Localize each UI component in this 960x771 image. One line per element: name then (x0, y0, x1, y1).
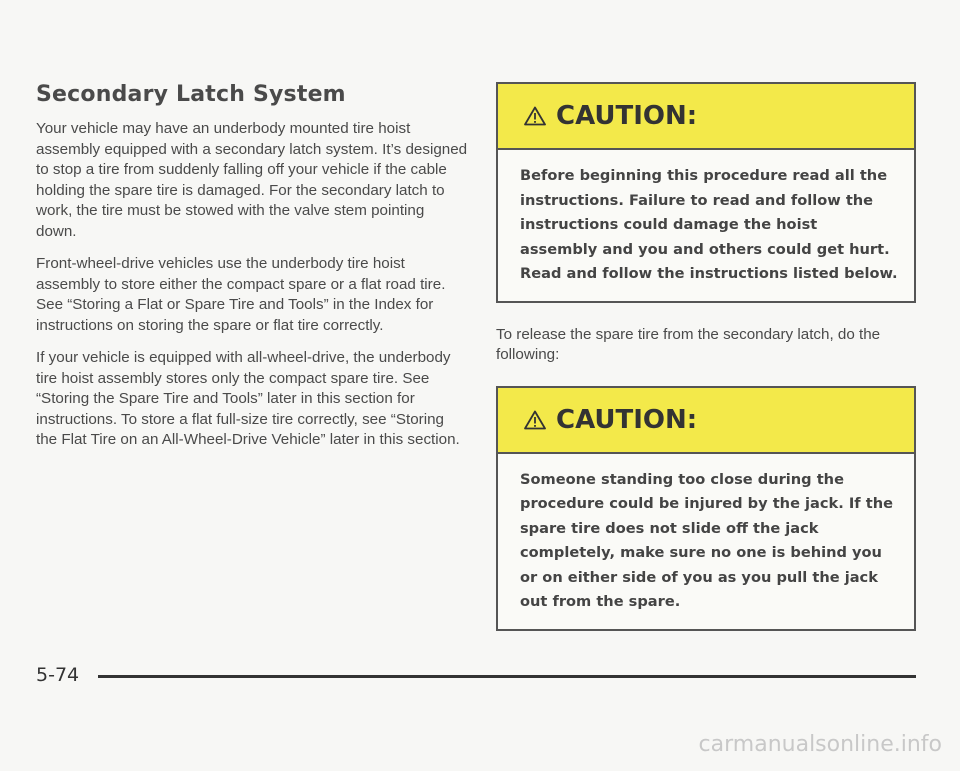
caution-header (498, 388, 914, 454)
right-column (496, 82, 916, 631)
caution-box-procedure (496, 82, 916, 303)
caution-box-jack (496, 386, 916, 631)
caution-title (524, 101, 697, 131)
caution-title (524, 405, 697, 435)
caution-header (498, 84, 914, 150)
caution-title-text: CAUTION: (556, 101, 698, 131)
watermark: carmanualsonline.info (698, 732, 942, 757)
warning-triangle-icon (524, 106, 546, 126)
caution-body: Someone standing too close during the procedure could be injured by the jack. If the spare tire does not slide off the jack completely, make sure no one is behind you or on either side of you as you pull the jack out from the spare. (520, 470, 893, 610)
footer-rule (98, 675, 916, 678)
section-title: Secondary Latch System (36, 82, 346, 107)
caution-title-text: CAUTION: (556, 404, 698, 435)
warning-triangle-icon (524, 410, 546, 430)
left-column (36, 82, 468, 463)
paragraph-all-wheel-drive: If your vehicle is equipped with all-wheel-drive, the underbody tire hoist assembly stores only the compact spare tire. See “Storing the Spare Tire and Tools” later in this section for instructions. To store a flat full-size tire correctly, see “Storing the Flat Tire on an All-Wheel-Drive Vehicle” later in this section. (36, 349, 460, 448)
page-number: 5-74 (36, 664, 80, 686)
instruction-text: To release the spare tire from the secondary latch, do the following: (496, 325, 881, 363)
caution-body: Before beginning this procedure read all the instructions. Failure to read and follow the instructions could damage the hoist assembly and you and others could get hurt. Read and follow the instructions listed below. (520, 167, 898, 282)
paragraph-front-wheel-drive: Front-wheel-drive vehicles use the underbody tire hoist assembly to store either the compact spare or a flat road tire. See “Storing a Flat or Spare Tire and Tools” in the Index for instructions on storing the spare or flat tire correctly. (36, 255, 446, 334)
paragraph-latch-intro: Your vehicle may have an underbody mounted tire hoist assembly equipped with a secondary latch system. It’s designed to stop a tire from suddenly falling off your vehicle if the cable holding the spare tire is damaged. For the secondary latch to work, the tire must be stowed with the valve stem pointing down. (36, 120, 468, 240)
